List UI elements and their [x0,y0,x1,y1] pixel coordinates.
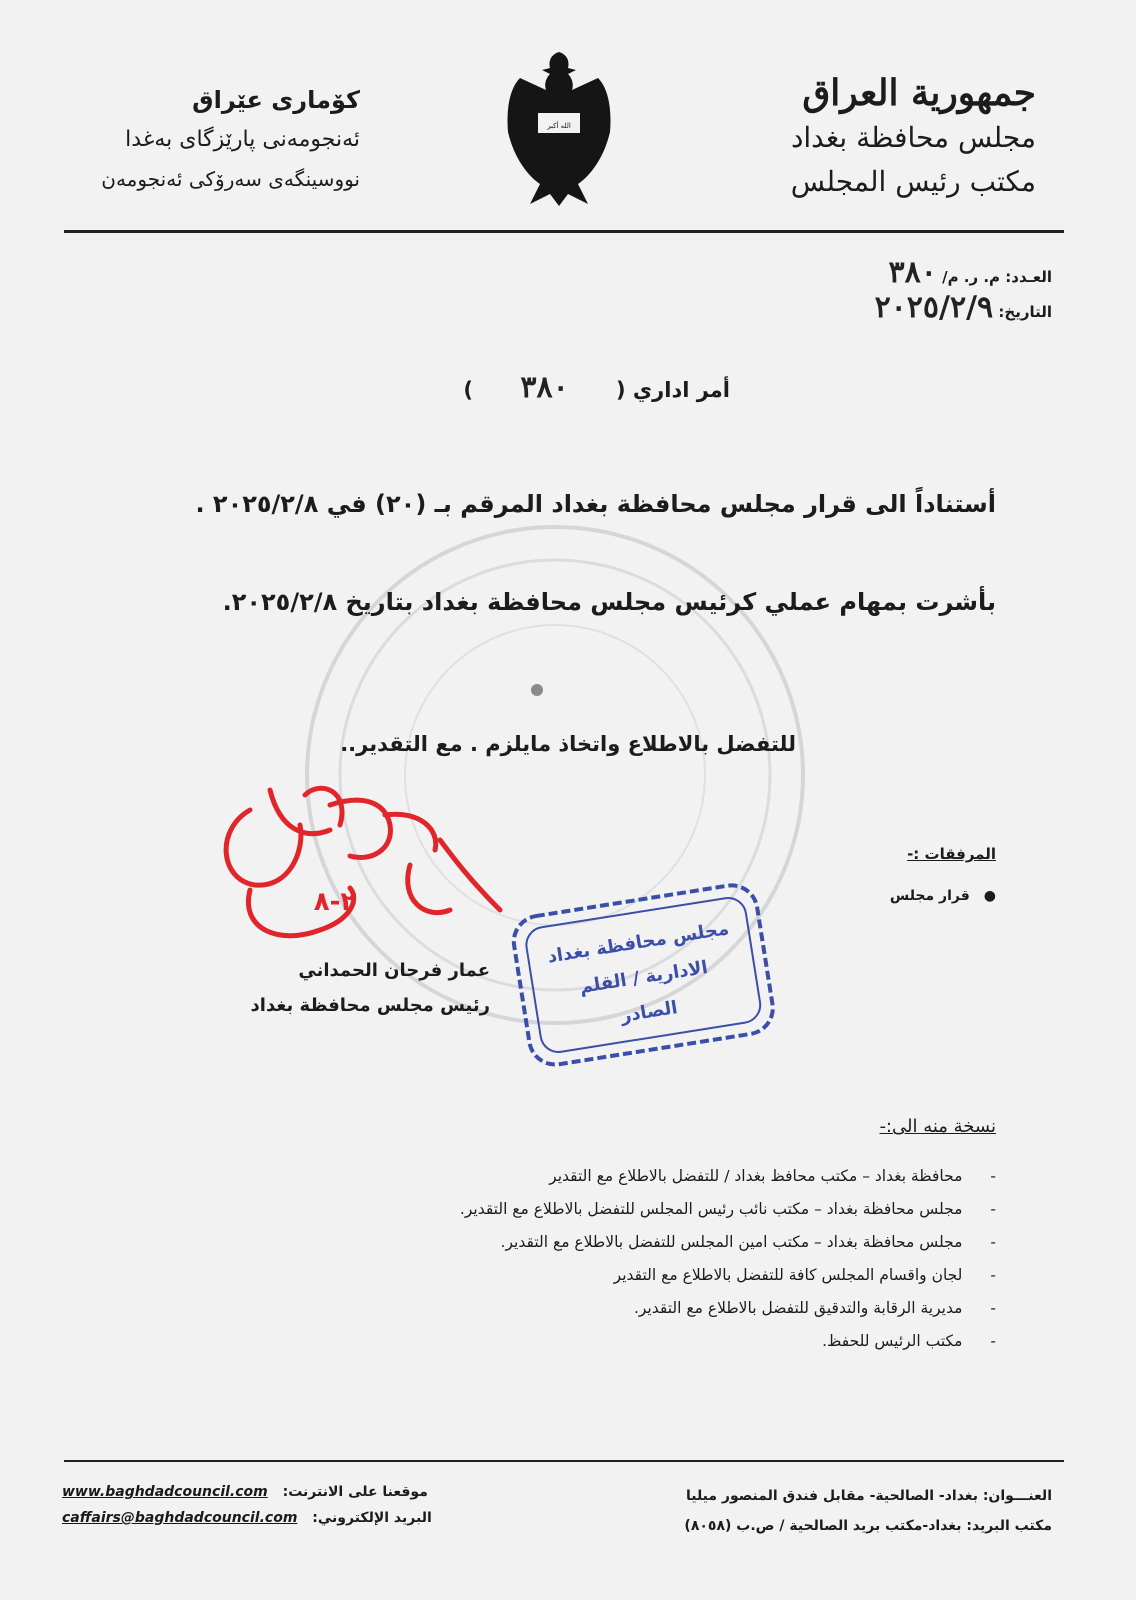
attachment-item-label: قرار مجلس [889,888,970,904]
header-kurdish-line3: نووسینگەی سەرۆکی ئەنجومەن [101,167,360,191]
order-title-label: أمر اداري ( [616,378,730,402]
number-value: ٣٨٠ [888,255,937,290]
stamp-line1: مجلس محافظة بغداد [546,918,731,968]
header-arabic [736,70,1036,204]
list-item: -لجان واقسام المجلس كافة للتفضل بالاطلاع مع التقدير [613,1266,996,1284]
list-item: -مجلس محافظة بغداد – مكتب نائب رئيس المجلس للتفضل بالاطلاع مع التقدير. [459,1200,996,1218]
email-link[interactable]: caffairs@baghdadcouncil.com [62,1510,298,1526]
reference-number [889,255,1052,290]
number-label: العـدد: م. ر. م/ [942,268,1052,286]
signature-date: ٢-٨ [313,887,357,917]
body-paragraph-1: أستناداً الى قرار مجلس محافظة بغداد المرقم بـ (٢٠) في ٢٠٢٥/٢/٨ . [195,490,996,518]
footer-divider [64,1460,1064,1462]
copies-list [216,1160,996,1358]
bullet-icon: ● [983,888,996,904]
email-label: البريد الإلكتروني: [312,1510,432,1526]
body-paragraph-2: بأشرت بمهام عملي كرئيس مجلس محافظة بغداد بتاريخ ٢٠٢٥/٢/٨. [222,588,996,616]
handwritten-signature [210,770,520,970]
attachments-label: المرفقات :- [907,845,996,863]
list-item: -محافظة بغداد – مكتب محافظ بغداد / للتفضل بالاطلاع مع التقدير [549,1167,996,1185]
eagle-emblem-icon [500,48,618,208]
order-number: ٣٨٠ [520,370,569,405]
header-arabic-line1: جمهورية العراق [802,72,1036,114]
website-label: موقعنا على الانترنت: [282,1484,428,1500]
header-arabic-line3: مكتب رئيس المجلس [790,165,1036,198]
attachment-item [890,888,996,904]
emblem-text: الله أكبر [547,122,571,130]
header-kurdish-line2: ئەنجومەنی پارێزگای بەغدا [125,127,360,152]
order-title [400,370,730,405]
signatory-title: رئيس مجلس محافظة بغداد [250,995,490,1016]
header-kurdish [60,80,360,198]
date-value: ٢٠٢٥/٢/٩ [874,290,994,325]
header-kurdish-line1: کۆماری عێراق [192,86,360,114]
list-item: -مكتب الرئيس للحفظ. [822,1332,996,1350]
reference-date [875,290,1052,325]
issued-stamp [508,878,778,1068]
stamp-line2: الادارية / القلم [578,956,710,998]
list-item: -مديرية الرقابة والتدقيق للتفضل بالاطلاع مع التقدير. [633,1299,996,1317]
footer-website [62,1484,428,1500]
signatory-name: عمار فرحان الحمداني [298,960,490,981]
footer-email [62,1510,432,1526]
closing-line: للتفضل بالاطلاع واتخاذ مايلزم . مع التقدير.. [340,732,796,756]
footer-address: العنـــوان: بغداد- الصالحية- مقابل فندق المنصور ميليا [685,1488,1052,1504]
stamp-line3: الصادر [619,997,679,1027]
date-label: التاريخ: [998,303,1052,321]
footer-po-box: مكتب البريد: بغداد-مكتب بريد الصالحية / ص.ب (٨٠٥٨) [684,1518,1052,1534]
order-close: ) [463,378,474,402]
copies-label: نسخة منه الى:- [879,1116,996,1137]
header-divider [64,230,1064,233]
list-item: -مجلس محافظة بغداد – مكتب امين المجلس للتفضل بالاطلاع مع التقدير. [500,1233,996,1251]
website-link[interactable]: www.baghdadcouncil.com [62,1484,268,1500]
header-arabic-line2: مجلس محافظة بغداد [790,121,1036,154]
